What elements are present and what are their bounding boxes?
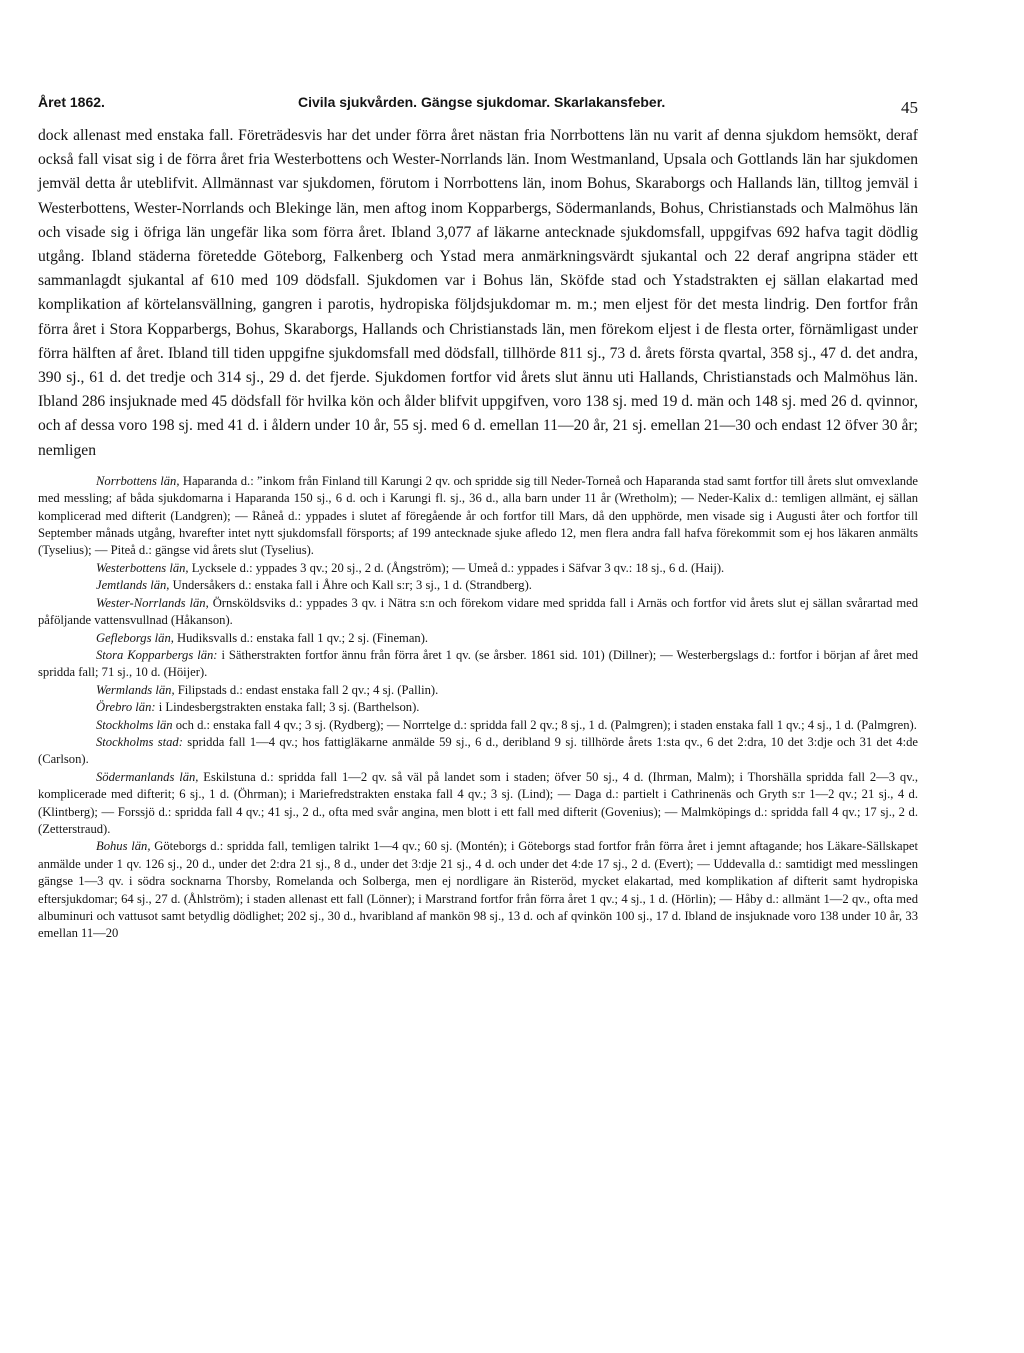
section-title: Civila sjukvården. Gängse sjukdomar. Skarlakansfeber. <box>298 94 666 110</box>
note-kopparberg <box>38 647 918 682</box>
note-region: Westerbottens län, <box>96 560 189 575</box>
note-text: i Lindesbergstrakten enstaka fall; 3 sj. (Barthelson). <box>155 700 420 715</box>
note-stockholms-lan <box>38 717 918 734</box>
note-text: Örnsköldsviks d.: yppades 3 qv. i Nätra s:n och förekom vidare med spridda fall i Arnäs och fortfor vid årets slut ej sällan svårartad med påföljande vattensvullnad (Håkanson). <box>38 595 919 628</box>
note-text: Undersåkers d.: enstaka fall i Åhre och Kall s:r; 3 sj., 1 d. (Strandberg). <box>169 578 532 593</box>
note-stockholms-stad <box>38 734 918 769</box>
main-paragraph: dock allenast med enstaka fall. Företrädesvis har det under förra året nästan fria Norrbottens län nu varit af denna sjukdom hemsökt, deraf också fall visat sig i de förra året fria Westerbottens och Wester-Norrlands län. Inom Westmanland, Upsala och Gottlands län har sjukdomen jemväl detta år uteblifvit. Allmännast var sjukdomen, förutom i Norrbottens län, inom Bohus, Skaraborgs och Hallands län, tilltog jemväl i Westerbottens, Wester-Norrlands och Blekinge län, men aftog inom Kopparbergs, Södermanlands, Bohus, Christianstads och Malmöhus län och visade sig i öfriga län ungefär lika som förra året. Ibland 3,077 af läkarne antecknade sjukdomsfall, uppgifvas 692 hafva tagit dödlig utgång. Ibland städerna företedde Göteborg, Falkenberg och Ystad mera anmärkningsvärdt sjukantal och 22 deraf angripna städer ett sammanlagdt sjukantal af 610 med 109 dödsfall. Sjukdomen var i Bohus län, Sköfde stad och Ystadstrakten ej sällan elakartad med komplikation af körtelansvällning, gangren i parotis, hydropiska följdsjukdomar m. m.; men eljest för det mesta lindrig. Den fortfor från förra året i Stora Kopparbergs, Bohus, Skaraborgs, Hallands och Christianstads län, men förekom eljest i de flesta orter, förnämligast under förra hälften af året. Ibland till tiden uppgifne sjukdomsfall med dödsfall, tillhörde 811 sj., 73 d. årets första qvartal, 358 sj., 47 d. det andra, 390 sj., 61 d. det tredje och 314 sj., 29 d. det fjerde. Sjukdomen fortfor vid årets slut ännu uti Hallands, Christianstads och Malmöhus län. Ibland 286 insjuknade med 45 dödsfall för hvilka kön och ålder blifvit uppgifven, voro 138 sj. med 19 d. män och 148 sj. med 26 d. qvinnor, och af dessa voro 198 sj. med 41 d. i åldern under 10 år, 55 sj. med 6 d. emellan 11—20 år, 21 sj. emellan 21—30 och endast 12 öfver 30 år; nemligen <box>38 127 918 459</box>
note-region: Jemtlands län, <box>96 578 170 593</box>
year-label: Året 1862. <box>38 94 105 110</box>
note-region: Stockholms län <box>96 717 173 732</box>
note-bohus <box>38 838 918 942</box>
note-text: spridda fall 1—4 qv.; hos fattigläkarne anmälde 59 sj., 6 d., deribland 9 sj. tillhörde årets 1:sta qv., 6 det 2:dra, 10 det 3:dje och 31 det 4:de (Carlson). <box>38 734 918 767</box>
note-text: Göteborgs d.: spridda fall, temligen talrikt 1—4 qv.; 60 sj. (Montén); i Göteborgs stad fortfor från förra året i jemnt aftagande; hos Läkare-Sällskapet anmälde under 1 qv. 126 sj., 20 d., under det 2:dra 21 sj., 8 d., under det 3:dje 21 sj., 4 d. och under det 4:de 17 sj., 2 d. (Evert); — Uddevalla d.: samtidigt med messlingen gängse 1—3 qv. i södra socknarna Thorsby, Romelanda och Solberga, men ej nordligare än Risteröd, mycket elakartad, med komplikation af difterit samt hydropiska eftersjukdomar; 64 sj., 27 d. (Åhlström); i staden allenast ett fall (Lönner); i Marstrand fortfor från förra året 1 qv.; 4 sj., 1 d. (Hörlin); — Håby d.: allmänt 1—2 qv., ofta med albuminuri och vattusot samt betydlig dödlighet; 202 sj., 30 d., hvaribland af mankön 98 sj., 13 d. och af qvinkön 100 sj., 17 d. Ibland de insjuknade voro 138 under 10 år, 33 emellan 11—20 <box>38 839 919 941</box>
note-wester-norrland <box>38 595 918 630</box>
note-text: Lycksele d.: yppades 3 qv.; 20 sj., 2 d. (Ångström); — Umeå d.: yppades i Säfvar 3 qv.: 18 sj., 6 d. (Haij). <box>188 560 725 575</box>
page <box>38 94 918 943</box>
note-text: i Sätherstrakten fortfor ännu från förra året 1 qv. (se årsber. 1861 sid. 101) (Dillner); — Westerbergslags d.: fortfor i början af året med spridda fall; 71 sj., 10 d. (Höijer). <box>38 647 918 680</box>
note-region: Wester-Norrlands län, <box>96 595 209 610</box>
note-text: Haparanda d.: ”inkom från Finland till Karungi 2 qv. och spridde sig till Neder-Torneå och Haparanda stad samt fortfor till årets slut omvexlande med messling; af båda sjukdomarna i Haparanda 150 sj., 6 d. och i Karungi fl. sj., 36 d., alla barn under 11 år (Wretholm); — Neder-Kalix d.: temligen allmänt, ej sällan komplicerad med difterit (Landgren); — Råneå d.: yppades i slutet af föregående år och fortfor till Mars, då den upphörde, men visade sig i Augusti åter och fortfor till September månads utgång, hvarefter intet nytt sjukdomsfall försports; af 199 antecknade sjuke afledo 12, men flera andra fall hafva förekommit som ej hos läkaren anmälts (Tyselius); — Piteå d.: gängse vid årets slut (Tyselius). <box>38 473 918 558</box>
note-text: Filipstads d.: endast enstaka fall 2 qv.; 4 sj. (Pallin). <box>174 682 439 697</box>
note-region: Södermanlands län, <box>96 769 199 784</box>
note-region: Bohus län, <box>96 839 151 854</box>
note-norrbotten <box>38 473 918 560</box>
note-gefleborg <box>38 630 918 647</box>
regional-notes <box>38 473 918 943</box>
note-wermland <box>38 682 918 699</box>
note-region: Norrbottens län, <box>96 473 180 488</box>
note-text: och d.: enstaka fall 4 qv.; 3 sj. (Rydberg); — Norrtelge d.: spridda fall 2 qv.; 8 sj., 1 d. (Palmgren); i staden enstaka fall 1 qv.; 4 sj., 1 d. (Palmgren). <box>172 717 917 732</box>
note-westerbotten <box>38 560 918 577</box>
note-region: Örebro län: <box>96 700 156 715</box>
page-number: 45 <box>901 98 918 117</box>
note-jemtland <box>38 577 918 594</box>
note-orebro <box>38 699 918 716</box>
note-region: Wermlands län, <box>96 682 175 697</box>
note-region: Gefleborgs län, <box>96 630 174 645</box>
note-region: Stockholms stad: <box>96 734 183 749</box>
note-sodermanland <box>38 769 918 839</box>
running-header <box>38 94 918 124</box>
note-text: Eskilstuna d.: spridda fall 1—2 qv. så väl på landet som i staden; öfver 50 sj., 4 d. (Ihrman, Malm); i Thorshälla spridda fall 2—3 qv., komplicerade med difterit; 6 sj., 1 d. (Öhrman); i Mariefredstrakten enstaka fall 4 qv.; 3 sj. (Lind); — Daga d.: partielt i Cathrinenäs och Gryth s:r 1—2 qv.; 21 sj., 4 d. (Klintberg); — Forssjö d.: spridda fall 4 qv.; 41 sj., 2 d., ofta med svår angina, men blott i ett fall med difterit (Govenius); — Malmköpings d.: spridda fall 4 qv.; 17 sj., 2 d. (Zetterstraud). <box>38 769 918 836</box>
note-text: Hudiksvalls d.: enstaka fall 1 qv.; 2 sj. (Fineman). <box>173 630 429 645</box>
note-region: Stora Kopparbergs län: <box>96 647 218 662</box>
